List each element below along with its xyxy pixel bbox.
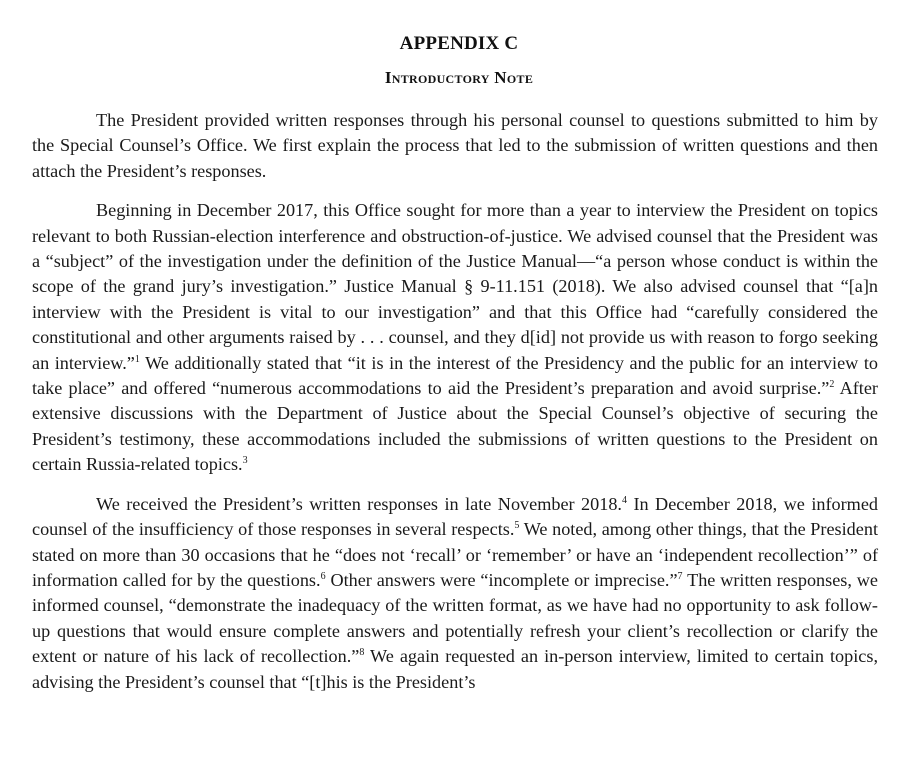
footnote-ref-3[interactable]: 3 (242, 455, 248, 467)
document-body (32, 108, 878, 709)
paragraph-text: After extensive discussions with the Department of Justice about the Special Counsel’s objective of securing the President’s testimony, these accommodations included the submissions of written questions to the President on certain Russia-related topics. (32, 378, 878, 475)
paragraph-text: The President provided written responses through his personal counsel to questions submitted to him by the Special Counsel’s Office. We first explain the process that led to the submission of written questions and then attach the President’s responses. (32, 110, 878, 181)
paragraph-text: Beginning in December 2017, this Office sought for more than a year to interview the President on topics relevant to both Russian-election interference and obstruction-of-justice. We advised counsel that the President was a “subject” of the investigation under the definition of the Justice Manual—“a person whose conduct is within the scope of the grand jury’s investigation.” Justice Manual § 9-11.151 (2018). We also advised counsel that “[a]n interview with the President is vital to our investigation” and that this Office had “carefully considered the constitutional and other arguments raised by . . . counsel, and they d[id] not provide us with reason to forgo seeking an interview.” (32, 200, 878, 373)
footnote-ref-2[interactable]: 2 (829, 379, 835, 391)
paragraph-1 (32, 108, 878, 184)
paragraph-text: We noted, among other things, that the President stated on more than 30 occasions that he “does not ‘recall’ or ‘remember’ or have an ‘independent recollection’” of information called for by the questions. (32, 519, 878, 590)
paragraph-2 (32, 198, 878, 477)
footnote-ref-8[interactable]: 8 (359, 647, 365, 659)
footnote-ref-1[interactable]: 1 (134, 353, 140, 365)
paragraph-text: In December 2018, we informed counsel of the insufficiency of those responses in several respects. (32, 493, 878, 540)
paragraph-text: We again requested an in-person interview, limited to certain topics, advising the President’s counsel that “[t]his is the President’s (32, 646, 878, 692)
paragraph-text: The written responses, we informed counsel, “demonstrate the inadequacy of the written format, as we have had no opportunity to ask follow-up questions that would ensure complete answers and potentially refresh your client’s recollection or clarify the extent or nature of his lack of recollection.” (32, 569, 878, 667)
appendix-title: APPENDIX C (399, 33, 519, 54)
paragraph-3 (32, 492, 878, 695)
footnote-ref-5[interactable]: 5 (514, 520, 520, 532)
footnote-ref-4[interactable]: 4 (621, 494, 627, 506)
footnote-ref-7[interactable]: 7 (677, 570, 683, 582)
paragraph-text: We additionally stated that “it is in the interest of the Presidency and the public for an interview to take place” and offered “numerous accommodations to aid the President’s preparation and avoid surprise.” (32, 352, 878, 399)
section-subtitle: Introductory Note (384, 68, 534, 87)
paragraph-text: We received the President’s written responses in late November 2018. (96, 493, 622, 514)
paragraph-text: Other answers were “incomplete or imprecise.” (325, 569, 678, 590)
footnote-ref-6[interactable]: 6 (320, 570, 326, 582)
